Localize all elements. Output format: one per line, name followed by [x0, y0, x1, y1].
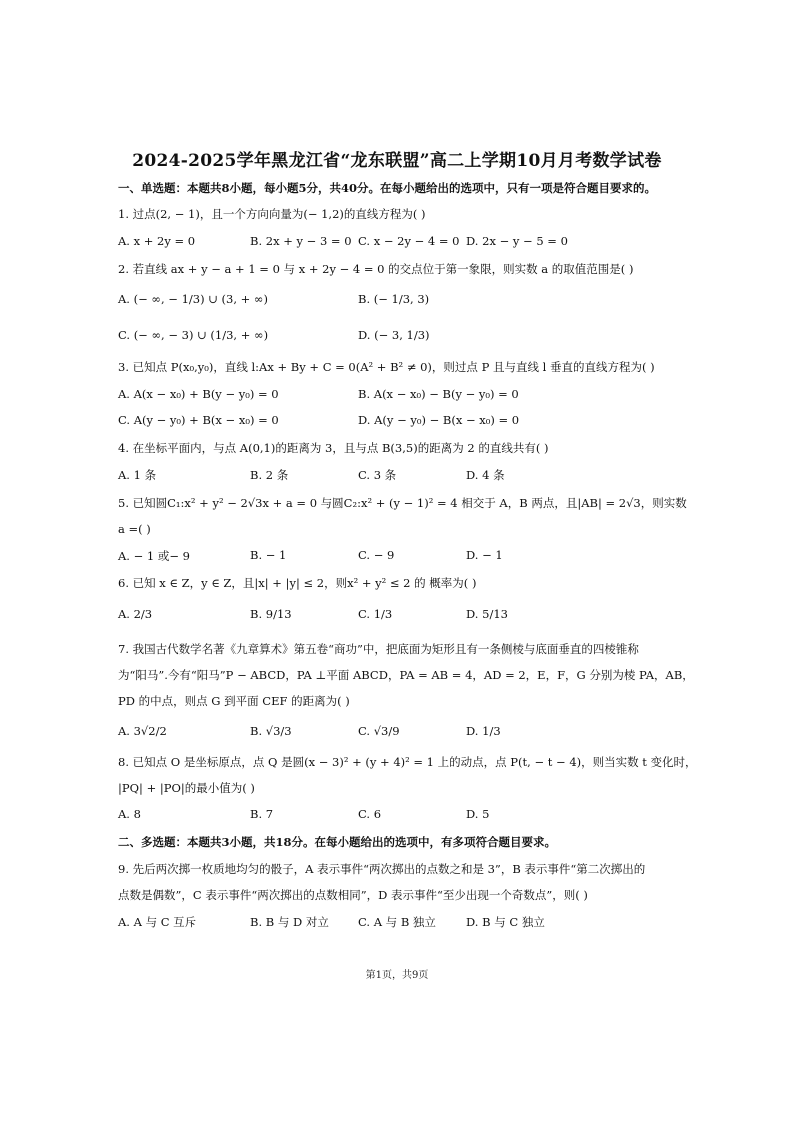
option-a: A. x + 2y = 0	[118, 234, 196, 248]
option-b: B. 9/13	[250, 607, 292, 621]
option-b: B. 2 条	[250, 468, 289, 482]
option-c: C. A 与 B 独立	[358, 915, 436, 929]
option-a: A. 2/3	[118, 607, 153, 621]
option-b: B. A(x − x₀) − B(y − y₀) = 0	[358, 387, 519, 401]
section-heading-single-choice: 一、单选题：本题共8小题，每小题5分，共40分。在每小题给出的选项中，只有一项是符合题目要求的。	[118, 181, 657, 195]
option-c: C. A(y − y₀) + B(x − x₀) = 0	[118, 413, 279, 427]
option-b: B. B 与 D 对立	[250, 915, 329, 929]
question-8-stem-line1: 8. 已知点 O 是坐标原点，点 Q 是圆(x − 3)² + (y + 4)² = 1 上的动点，点 P(t, − t − 4)，则当实数 t 变化时，	[118, 755, 697, 769]
question-4-options	[118, 467, 758, 485]
option-d: D. A(y − y₀) − B(x − x₀) = 0	[358, 413, 520, 427]
question-2-options-row1	[118, 292, 758, 310]
question-9-stem-line2: 点数是偶数”，C 表示事件“两次掷出的点数相同”，D 表示事件“至少出现一个奇数点”，则( )	[118, 888, 588, 902]
option-c: C. (− ∞, − 3) ∪ (1/3, + ∞)	[118, 328, 269, 342]
option-c: C. x − 2y − 4 = 0	[358, 234, 460, 248]
question-7-stem-line1: 7. 我国古代数学名著《九章算术》第五卷“商功”中，把底面为矩形且有一条侧棱与底面垂直的四棱锥称	[118, 642, 639, 656]
option-b: B. 7	[250, 807, 274, 821]
option-a: A. A(x − x₀) + B(y − y₀) = 0	[118, 387, 279, 401]
question-9-options	[118, 914, 758, 932]
option-d: D. 5/13	[466, 607, 508, 621]
option-d: D. B 与 C 独立	[466, 915, 545, 929]
question-2-options-row2	[118, 328, 758, 346]
question-1-stem: 1. 过点(2, − 1)，且一个方向向量为(− 1,2)的直线方程为( )	[118, 207, 426, 221]
option-b: B. 2x + y − 3 = 0	[250, 234, 352, 248]
page-footer: 第1页，共9页	[365, 970, 429, 981]
question-6-stem: 6. 已知 x ∈ Z，y ∈ Z，且|x| + |y| ≤ 2，则x² + y² ≤ 2 的 概率为( )	[118, 576, 477, 590]
option-c: C. 3 条	[358, 468, 397, 482]
question-7-stem-line2: 为“阳马”.今有“阳马”P − ABCD，PA ⊥平面 ABCD，PA = AB = 4，AD = 2，E，F，G 分别为棱 PA，AB，	[118, 668, 694, 682]
question-3-stem: 3. 已知点 P(x₀,y₀)，直线 l:Ax + By + C = 0(A² + B² ≠ 0)，则过点 P 且与直线 l 垂直的直线方程为( )	[118, 360, 655, 374]
section-heading-multiple-choice: 二、多选题：本题共3小题，共18分。在每小题给出的选项中，有多项符合题目要求。	[118, 835, 557, 849]
option-d: D. 5	[466, 807, 490, 821]
option-a: A. A 与 C 互斥	[118, 915, 197, 929]
option-d: D. 1/3	[466, 724, 501, 738]
question-9-stem-line1: 9. 先后两次掷一枚质地均匀的骰子，A 表示事件“两次掷出的点数之和是 3”，B 表示事件“第二次掷出的	[118, 862, 646, 876]
option-a: A. − 1 或− 9	[118, 549, 190, 563]
option-b: B. √3/3	[250, 724, 292, 738]
question-2-stem: 2. 若直线 ax + y − a + 1 = 0 与 x + 2y − 4 = 0 的交点位于第一象限，则实数 a 的取值范围是( )	[118, 262, 634, 276]
question-1-options	[118, 234, 758, 252]
page-title: 2024-2025学年黑龙江省“龙东联盟”高二上学期10月月考数学试卷	[132, 151, 662, 171]
option-d: D. (− 3, 1/3)	[358, 328, 430, 342]
option-c: C. √3/9	[358, 724, 400, 738]
question-6-options	[118, 607, 758, 625]
question-5-options	[118, 548, 758, 566]
option-c: C. 6	[358, 807, 382, 821]
option-b: B. (− 1/3, 3)	[358, 292, 430, 306]
option-a: A. (− ∞, − 1/3) ∪ (3, + ∞)	[118, 292, 268, 306]
question-8-stem-line2: |PQ| + |PO|的最小值为( )	[118, 781, 255, 795]
option-d: D. − 1	[466, 548, 503, 562]
question-3-options-row1	[118, 387, 758, 405]
option-a: A. 1 条	[118, 468, 157, 482]
option-c: C. − 9	[358, 548, 395, 562]
option-d: D. 2x − y − 5 = 0	[466, 234, 568, 248]
question-8-options	[118, 807, 758, 825]
option-d: D. 4 条	[466, 468, 505, 482]
question-5-stem-line1: 5. 已知圆C₁:x² + y² − 2√3x + a = 0 与圆C₂:x² + (y − 1)² = 4 相交于 A，B 两点，且|AB| = 2√3，则实数	[118, 496, 687, 510]
question-7-stem-line3: PD 的中点，则点 G 到平面 CEF 的距离为( )	[118, 694, 350, 708]
question-5-stem-line2: a =( )	[118, 522, 151, 536]
question-4-stem: 4. 在坐标平面内，与点 A(0,1)的距离为 3，且与点 B(3,5)的距离为 2 的直线共有( )	[118, 441, 549, 455]
option-c: C. 1/3	[358, 607, 393, 621]
option-a: A. 8	[118, 807, 141, 821]
option-b: B. − 1	[250, 548, 287, 562]
option-a: A. 3√2/2	[118, 724, 167, 738]
question-3-options-row2	[118, 413, 758, 431]
question-7-options	[118, 724, 758, 742]
